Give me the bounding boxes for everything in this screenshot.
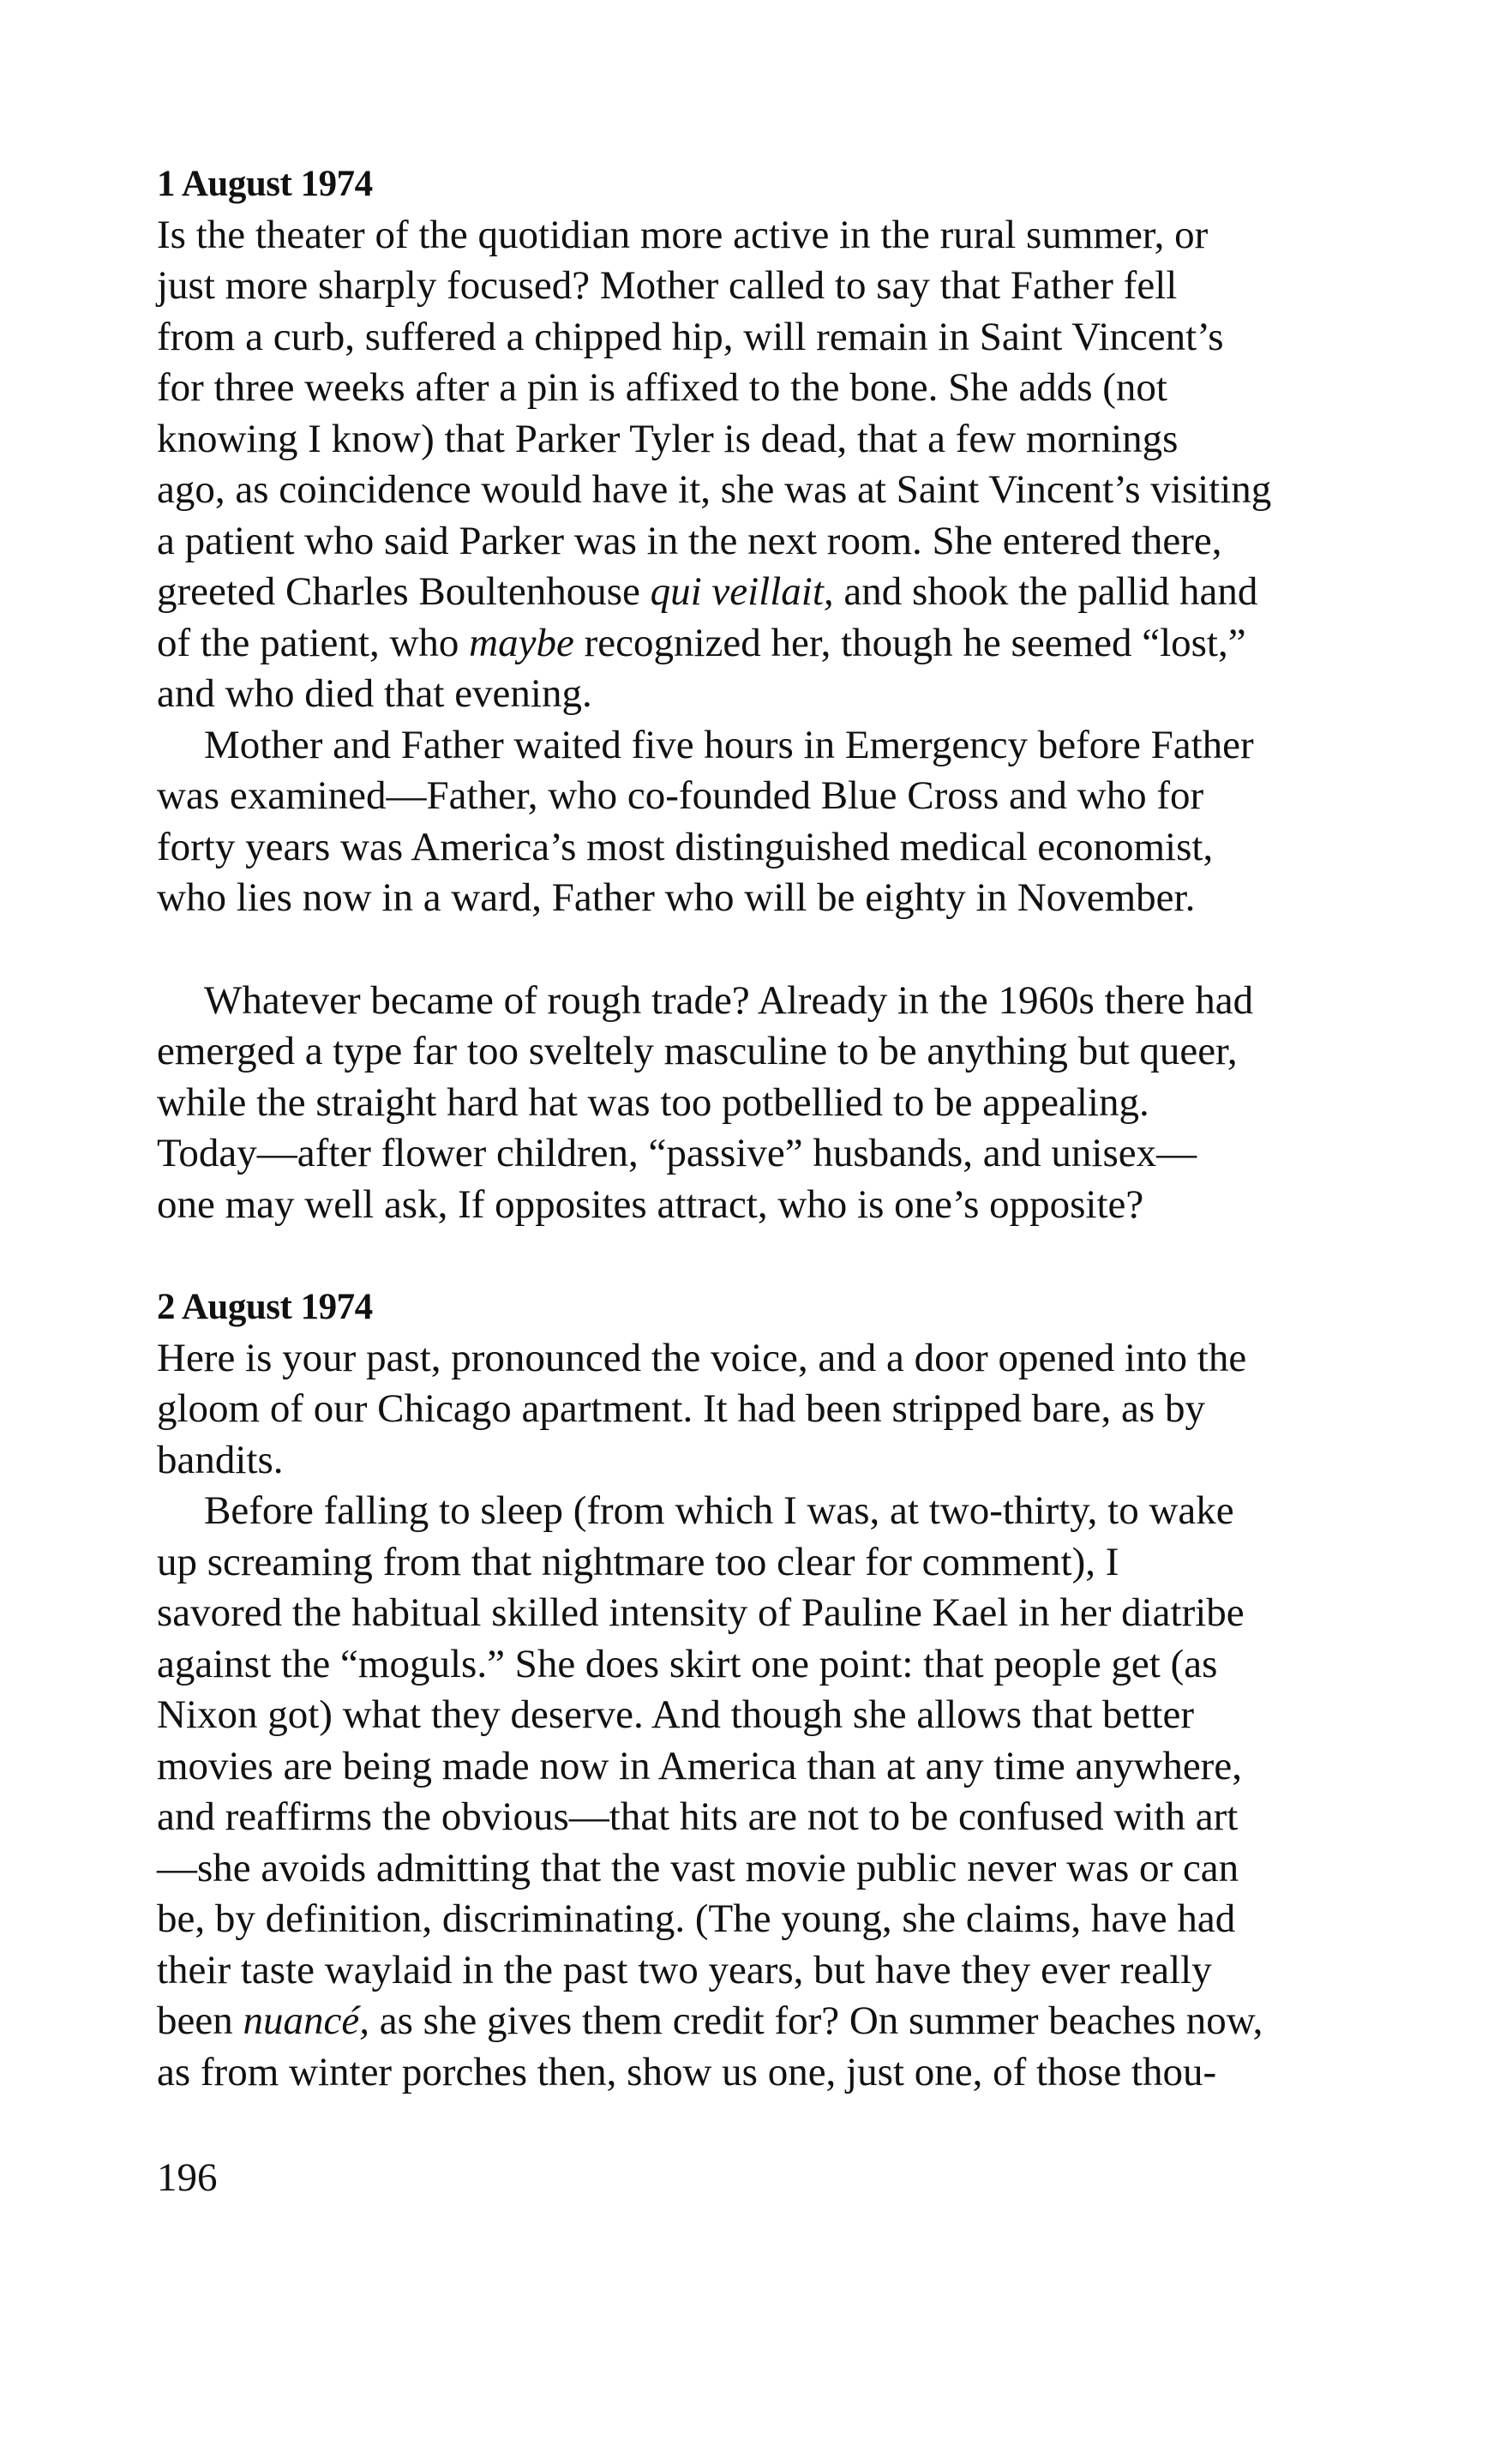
- text-line: —she avoids admitting that the vast movie public never was or can: [157, 1845, 1239, 1890]
- entry-heading: 1 August 1974: [157, 164, 373, 204]
- text-line: for three weeks after a pin is affixed to the bone. She adds (not: [157, 365, 1167, 410]
- text-line: Mother and Father waited five hours in Emergency before Father: [204, 722, 1254, 767]
- text-span: as she gives them credit for? On summer beaches now,: [369, 1998, 1263, 2043]
- text-line: Today—after flower children, “passive” husbands, and unisex—: [157, 1131, 1197, 1175]
- italic-text: qui veillait,: [650, 569, 834, 614]
- text-line: bandits.: [157, 1437, 284, 1482]
- text-span: recognized her, though he seemed “lost,”: [573, 620, 1246, 665]
- text-line: be, by definition, discriminating. (The young, she claims, have had: [157, 1896, 1236, 1941]
- paragraph: [157, 210, 1340, 720]
- text-line: and reaffirms the obvious—that hits are not to be confused with art: [157, 1794, 1239, 1839]
- text-line: Is the theater of the quotidian more active in the rural summer, or: [157, 212, 1209, 257]
- text-line: just more sharply focused? Mother called to say that Father fell: [157, 263, 1178, 308]
- text-line: was examined—Father, who co-founded Blue Cross and who for: [157, 773, 1204, 818]
- section-break: [157, 924, 1340, 976]
- text-line: [157, 618, 1340, 670]
- paragraph: [157, 1333, 1340, 1487]
- italic-text: nuancé,: [243, 1998, 369, 2043]
- text-line: gloom of our Chicago apartment. It had been stripped bare, as by: [157, 1386, 1205, 1431]
- text-span: greeted Charles Boultenhouse: [157, 569, 651, 614]
- entry-heading: 2 August 1974: [157, 1287, 373, 1327]
- text-line: movies are being made now in America than at any time anywhere,: [157, 1743, 1242, 1788]
- text-line: up screaming from that nightmare too clear for comment), I: [157, 1539, 1119, 1584]
- text-span: and shook the pallid hand: [833, 569, 1258, 614]
- italic-text: maybe: [469, 620, 574, 665]
- text-line: Here is your past, pronounced the voice, and a door opened into the: [157, 1335, 1247, 1380]
- text-line: while the straight hard hat was too potbellied to be appealing.: [157, 1079, 1149, 1125]
- text-line: and who died that evening.: [157, 671, 592, 716]
- text-line: Whatever became of rough trade? Already in the 1960s there had: [204, 977, 1254, 1023]
- section-break: [157, 1230, 1340, 1282]
- text-line: their taste waylaid in the past two years, but have they ever really: [157, 1947, 1212, 1992]
- page-number: 196: [157, 2155, 218, 2200]
- text-line: [157, 1996, 1340, 2047]
- text-line: against the “moguls.” She does skirt one point: that people get (as: [157, 1641, 1218, 1686]
- text-span: of the patient, who: [157, 620, 470, 665]
- text-span: been: [157, 1998, 243, 2043]
- page-body: [157, 159, 1340, 2098]
- text-line: Nixon got) what they deserve. And though she allows that better: [157, 1692, 1194, 1737]
- paragraph: [157, 976, 1340, 1231]
- text-line: savored the habitual skilled intensity of Pauline Kael in her diatribe: [157, 1590, 1245, 1635]
- text-line: from a curb, suffered a chipped hip, will remain in Saint Vincent’s: [157, 314, 1224, 359]
- text-line: Before falling to sleep (from which I was, at two-thirty, to wake: [204, 1488, 1234, 1533]
- paragraph: [157, 1486, 1340, 2098]
- text-line: who lies now in a ward, Father who will be eighty in November.: [157, 875, 1196, 920]
- paragraph: [157, 720, 1340, 924]
- text-line: forty years was America’s most distinguished medical economist,: [157, 824, 1214, 869]
- text-line: one may well ask, If opposites attract, who is one’s opposite?: [157, 1181, 1144, 1227]
- text-line: [157, 567, 1340, 618]
- text-line: a patient who said Parker was in the next room. She entered there,: [157, 518, 1222, 563]
- text-line: knowing I know) that Parker Tyler is dead, that a few mornings: [157, 416, 1179, 461]
- text-line: as from winter porches then, show us one, just one, of those thou-: [157, 2049, 1217, 2094]
- text-line: ago, as coincidence would have it, she was at Saint Vincent’s visiting: [157, 467, 1272, 512]
- text-line: emerged a type far too sveltely masculine to be anything but queer,: [157, 1029, 1238, 1073]
